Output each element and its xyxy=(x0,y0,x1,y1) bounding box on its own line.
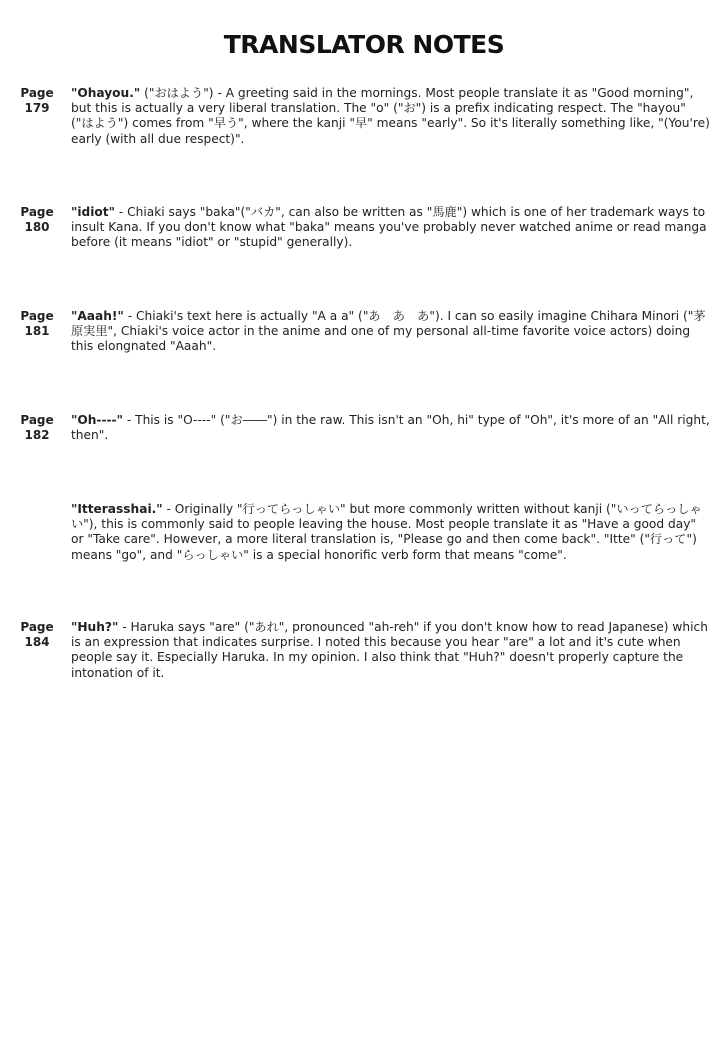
page-number: 179 xyxy=(24,101,50,115)
page-word: Page xyxy=(20,205,54,219)
note-term: "Huh?" xyxy=(71,620,119,634)
note-body xyxy=(71,86,711,147)
note-term: "Oh----" xyxy=(71,413,123,427)
note-body xyxy=(71,413,711,443)
page-word: Page xyxy=(20,309,54,323)
note-text: - Haruka says "are" ("あれ", pronounced "ah-reh" if you don't know how to read Japanese) which is an expression that indicates surprise. I noted this because you hear "are" a lot and it's cute when people say it. Especially Haruka. In my opinion. I also think that "Huh?" doesn't properly capture the intonation of it. xyxy=(71,620,708,680)
page-label xyxy=(12,205,62,235)
page-number: 182 xyxy=(24,428,50,442)
note-term: "Itterasshai." xyxy=(71,502,163,516)
page-title: TRANSLATOR NOTES xyxy=(223,30,505,59)
page-label xyxy=(12,309,62,339)
page-number: 184 xyxy=(24,635,50,649)
note-body xyxy=(71,502,711,563)
page-label xyxy=(12,620,62,650)
note-text: - This is "O----" ("お――") in the raw. This isn't an "Oh, hi" type of "Oh", it's more of an "All right, then". xyxy=(71,413,710,443)
note-text: - Chiaki says "baka"("バカ", can also be written as "馬鹿") which is one of her trademark ways to insult Kana. If you don't know what "baka" means you've probably never watched anime or read manga before (it means "idiot" or "stupid" generally). xyxy=(71,205,707,250)
note-text: ("おはよう") - A greeting said in the mornings. Most people translate it as "Good morning", but this is actually a very liberal translation. The "o" ("お") is a prefix indicating respect. The "hayou" ("はよう") comes from "早う", where the kanji "早" means "early". So it's literally something like, "(You're) early (with all due respect)". xyxy=(71,86,710,146)
note-term: "Aaah!" xyxy=(71,309,124,323)
note-term: "Ohayou." xyxy=(71,86,141,100)
note-term: "idiot" xyxy=(71,205,115,219)
page-label xyxy=(12,86,62,116)
page-word: Page xyxy=(20,413,54,427)
page-number: 181 xyxy=(24,324,50,338)
page-number: 180 xyxy=(24,220,50,234)
page-label xyxy=(12,413,62,443)
note-text: - Originally "行ってらっしゃい" but more commonly written without kanji ("いってらっしゃい"), this is commonly said to people leaving the house. Most people translate it as "Have a good day" or "Take care". However, a more literal translation is, "Please go and then come back". "Itte" ("行って") means "go", and "らっしゃい" is a special honorific verb form that means "come". xyxy=(71,502,702,562)
note-body xyxy=(71,205,711,251)
note-body xyxy=(71,620,711,681)
page-word: Page xyxy=(20,86,54,100)
page-word: Page xyxy=(20,620,54,634)
note-text: - Chiaki's text here is actually "A a a" ("あ あ あ"). I can so easily imagine Chihara Minori ("茅原実里", Chiaki's voice actor in the anime and one of my personal all-time favorite voice actors) doing this elongnated "Aaah". xyxy=(71,309,706,354)
note-body xyxy=(71,309,711,355)
